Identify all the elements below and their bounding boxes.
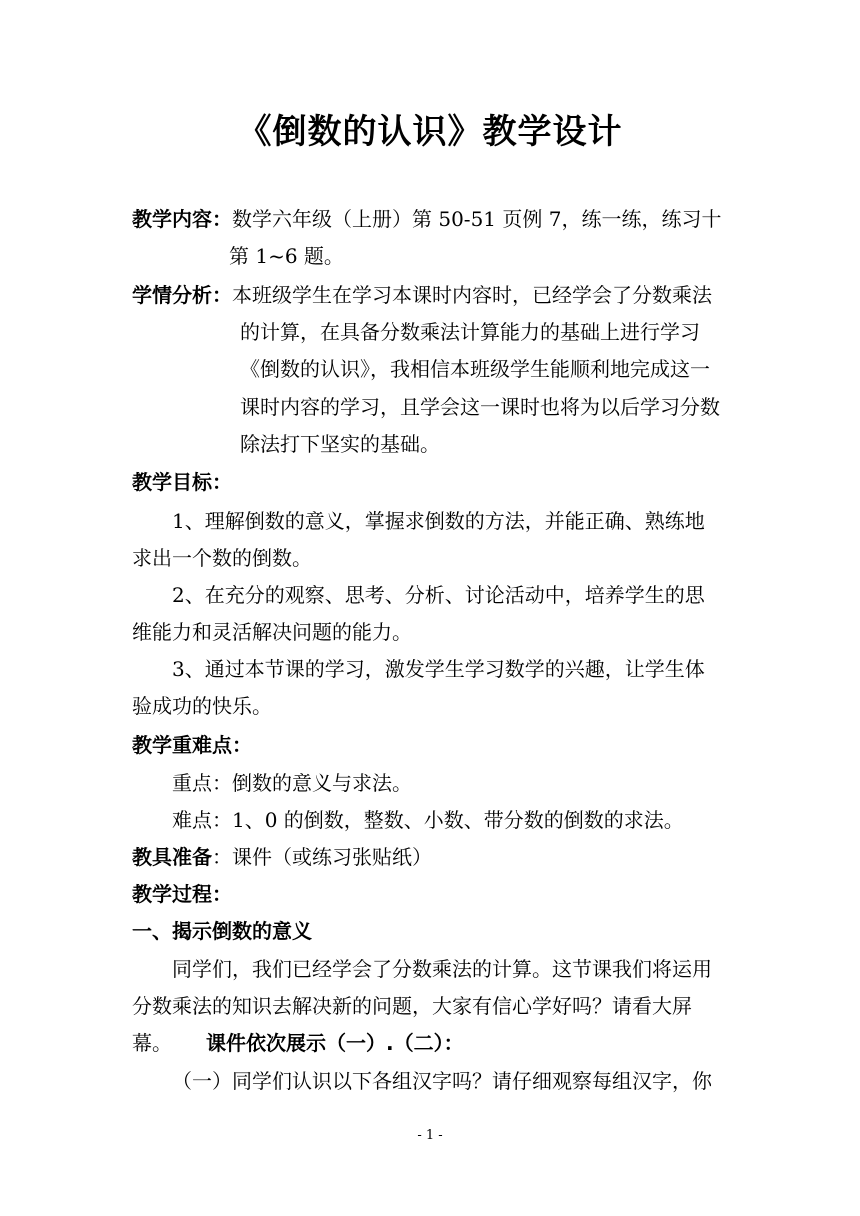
analysis-line-4: 课时内容的学习，且学会这一课时也将为以后学习分数 (240, 395, 720, 419)
analysis-line-2: 的计算，在具备分数乘法计算能力的基础上进行学习 (240, 320, 700, 344)
goal-line-2: 求出一个数的倒数。 (132, 546, 312, 570)
content-line-2: 第 1~6 题。 (229, 244, 344, 268)
content-text-1: 数学六年级（上册）第 50-51 页例 7，练一练，练习十 (232, 207, 722, 231)
content-label: 教学内容： (132, 207, 232, 231)
section-1-heading: 一、揭示倒数的意义 (132, 919, 312, 943)
analysis-label: 学情分析： (132, 283, 232, 307)
goal-line-1: 1、理解倒数的意义，掌握求倒数的方法，并能正确、熟练地 (172, 509, 705, 533)
process-para-line-1: 同学们，我们已经学会了分数乘法的计算。这节课我们将运用 (172, 957, 712, 981)
question-1-line: （一）同学们认识以下各组汉字吗？请仔细观察每组汉字，你 (172, 1069, 712, 1093)
process-para-end: 幕。 (132, 1031, 172, 1055)
keypoints-heading: 教学重难点： (132, 733, 252, 757)
keypoint-difficulty: 难点：1、0 的倒数，整数、小数、带分数的倒数的求法。 (172, 808, 684, 832)
goals-heading: 教学目标： (132, 470, 232, 494)
page-title: 《倒数的认识》教学设计 (237, 112, 623, 152)
analysis-line-1 (132, 280, 712, 310)
courseware-show: 课件依次展示（一）.（二）： (206, 1031, 464, 1055)
keypoint-key: 重点：倒数的意义与求法。 (172, 771, 412, 795)
goal-line-4: 维能力和灵活解决问题的能力。 (132, 620, 412, 644)
goal-line-5: 3、通过本节课的学习，激发学生学习数学的兴趣，让学生体 (172, 657, 705, 681)
goal-line-3: 2、在充分的观察、思考、分析、讨论活动中，培养学生的思 (172, 583, 705, 607)
analysis-line-5: 除法打下坚实的基础。 (240, 432, 440, 456)
tools-text: ：课件（或练习张贴纸） (212, 845, 432, 869)
tools-line (132, 842, 432, 872)
page-number: - 1 - (417, 1128, 443, 1143)
content-line-1 (132, 204, 721, 234)
goal-line-6: 验成功的快乐。 (132, 694, 272, 718)
analysis-line-3: 《倒数的认识》，我相信本班级学生能顺利地完成这一 (240, 357, 710, 381)
analysis-text-1: 本班级学生在学习本课时内容时，已经学会了分数乘法 (232, 283, 712, 307)
process-heading: 教学过程： (132, 882, 232, 906)
process-para-line-3 (132, 1028, 464, 1058)
tools-label: 教具准备 (132, 845, 212, 869)
process-para-line-2: 分数乘法的知识去解决新的问题，大家有信心学好吗？请看大屏 (132, 994, 692, 1018)
